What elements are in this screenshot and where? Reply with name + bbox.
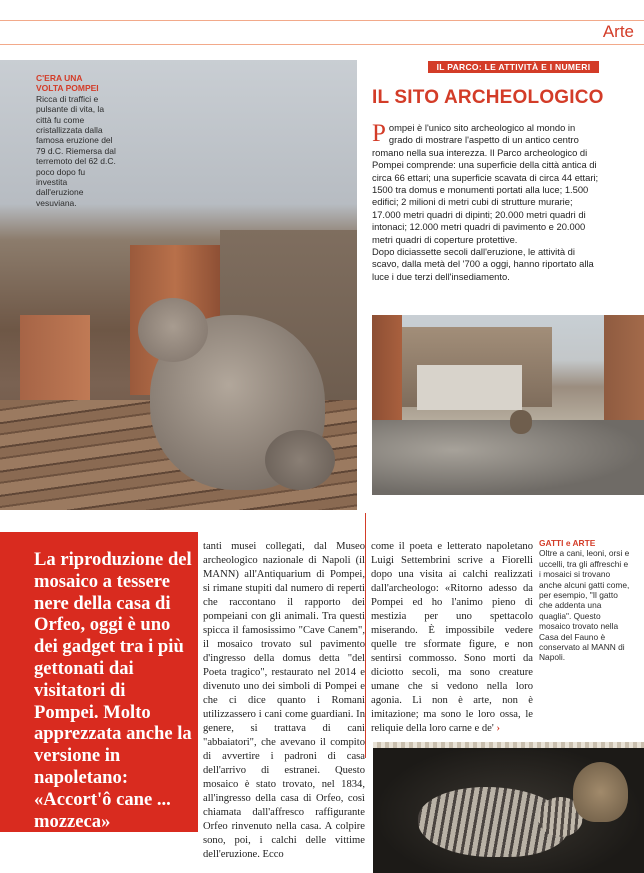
- continue-arrow-icon: ›: [496, 723, 500, 734]
- body-column-1: tanti musei collegati, dal Museo archeologico nazionale di Napoli (il MANN) all'Antiquarium di Pompei, si rimane stupiti dal numero di reperti che raccontano il rapporto dei pompeiani con gli animali. Tra questi spicca il famosissimo "Cave Canem", il mosaico trovato sul pavimento d'ingresso della domus detta "del Poeta tragico", restaurato nel 2014 e divenuto uno dei simboli di Pompei e che ci dice quanto i Romani utilizzassero i cani come guardiani. In genere, si trattava di cani "abbaiatori", che avevano il compito di avvertire i padroni di casa dell'arrivo di estranei. Questo mosaico è stato trovato, nel 1834, all'ingresso della casa di Orfeo, così chiamata dall'affresco raffigurante Orfeo rinvenuto nella casa. A colpire sono, poi, i calchi delle vittime dell'eruzione. Ecco: [203, 541, 365, 860]
- mosaic-border: [373, 742, 644, 748]
- mosaic-caption: [539, 538, 631, 663]
- body-column-2: [371, 540, 533, 736]
- photo-forum-paving: [372, 420, 644, 495]
- article-paragraph-1: [372, 122, 600, 246]
- photo-brick-building: [20, 315, 90, 400]
- section-tag: Arte: [602, 22, 634, 41]
- header-rule: [0, 20, 644, 21]
- article-headline: IL SITO ARCHEOLOGICO: [372, 87, 604, 108]
- photo-forum-cat: [510, 410, 532, 434]
- dropcap: P: [372, 120, 386, 147]
- photo-cat-mosaic: [373, 742, 644, 873]
- photo-caption: [36, 73, 116, 208]
- mosaic-caption-text: Oltre a cani, leoni, orsi e uccelli, tra gli affreschi e i mosaici si trovano anche alcuni gatti come, per esempio, "Il gatto che addenta una quaglia". Questo mosaico trovato nella Casa del Fauno è conservato al MANN di Napoli.: [539, 548, 630, 663]
- photo-forum-altar: [417, 365, 522, 410]
- photo-cat-head: [138, 298, 208, 362]
- photo-forum-street: [372, 315, 644, 495]
- photo-forum-pillar-right: [604, 315, 644, 435]
- caption-title-line1: C'ERA UNA: [36, 73, 83, 83]
- caption-text: Ricca di traffici e pulsante di vita, la città fu come cristallizzata dalla famosa eruzione del 79 d.C. Riemersa dal terremoto del 62 d.C. poco dopo fu investita dall'eruzione vesuviana.: [36, 93, 116, 208]
- header-rule-bottom: [0, 44, 644, 45]
- article-kicker: IL PARCO: LE ATTIVITÀ E I NUMERI: [428, 61, 599, 73]
- photo-cat-tail: [265, 430, 335, 490]
- caption-title-line2: VOLTA POMPEI: [36, 83, 99, 94]
- pull-quote: La riproduzione del mosaico a tessere nere della casa di Orfeo, oggi è uno dei gadget tra i più gettonati dai visitatori di Pompei. Molto apprezzata anche la versione in napoletano: «Accort'ô cane ... mozzeca»: [34, 549, 192, 832]
- article-paragraph-1-text: ompei è l'unico sito archeologico al mondo in grado di mostrare l'aspetto di un antico centro romano nella sua interezza. Il Parco archeologico di Pompei comprende: una superficie della città antica di circa 66 ettari; una superficie scavata di circa 44 ettari; 1500 tra domus e monumenti portati alla luce; 1.500 edifici; 2 milioni di metri cubi di strutture murarie; 17.000 metri quadri di dipinti; 20.000 metri quadri di intonaci; 12.000 metri quadri di pavimento e 20.000 metri quadri di coperture protettive.: [372, 122, 599, 245]
- article-body: [372, 122, 600, 283]
- mosaic-caption-title: GATTI e ARTE: [539, 538, 596, 548]
- column-divider: [365, 513, 366, 758]
- mosaic-quail: [573, 762, 628, 822]
- body-column-2-text: come il poeta e letterato napoletano Luigi Settembrini scrive a Fiorelli dopo una visita ai calchi realizzati dall'archeologo: «Ritorno adesso da Pompei ed ho l'animo pieno di mestizia per uno spettacolo miserando. È impossibile vedere quelle tre sformate figure, e non sentirsi commosso. Sono morti da diciotto secoli, ma sono creature umane che si vedono nella loro agonia. Lì non è arte, non è imitazione; ma sono le loro ossa, le reliquie della loro carne e de': [371, 541, 533, 734]
- article-paragraph-2: Dopo diciassette secoli dall'eruzione, le attività di scavo, dalla metà del '700 a oggi, hanno riportato alla luce i due terzi dell'insediamento.: [372, 246, 594, 282]
